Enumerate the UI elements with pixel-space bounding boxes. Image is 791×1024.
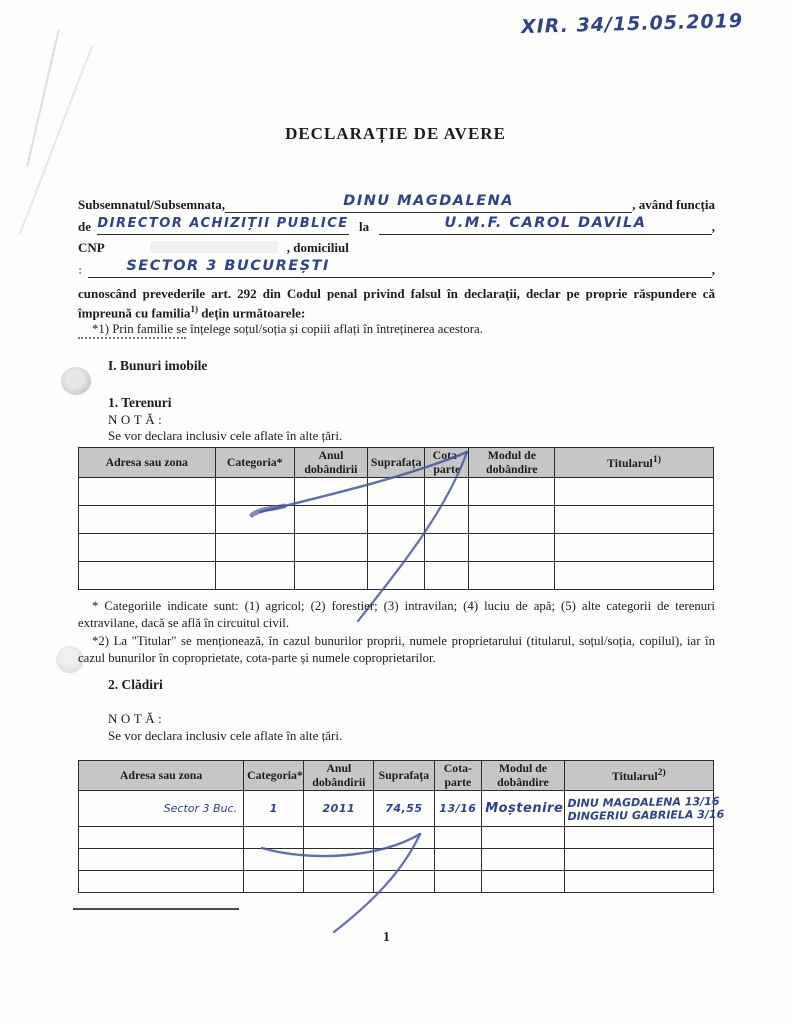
name-field	[225, 194, 632, 213]
oath-footnote-ref: 1)	[190, 304, 198, 315]
terenuri-table	[78, 447, 714, 590]
handwritten-institutia: U.M.F. CAROL DAVILA	[444, 215, 647, 231]
line-functia	[78, 216, 715, 235]
table-row	[79, 827, 714, 849]
de-label: de	[78, 219, 91, 234]
institutia-field	[379, 216, 712, 235]
cell-adresa: Sector 3 Buc.	[79, 791, 244, 827]
col-suprafata: Suprafața	[374, 761, 434, 791]
col-anul: Anul dobândirii	[304, 761, 374, 791]
section-bunuri-imobile: I. Bunuri imobile	[108, 358, 208, 373]
col-categoria: Categoria*	[244, 761, 304, 791]
table-row	[79, 478, 714, 506]
oath-text: cunoscând prevederile art. 292 din Codul penal privind falsul în declarații, declar pe proprie răspundere că împreună cu familia	[78, 286, 715, 321]
subsemnatul-label: Subsemnatul/Subsemnata,	[78, 197, 226, 212]
table-row	[79, 506, 714, 534]
nota-label: NOTĂ:	[108, 711, 166, 726]
family-footnote: *1) Prin familie se înțelege soțul/soția și copiii aflați în întreținerea acestora.	[92, 322, 483, 336]
subsection-cladiri: 2. Clădiri	[108, 677, 163, 692]
nota-text: Se vor declara inclusiv cele aflate în alte țări.	[108, 728, 343, 743]
stray-colon-artifact: :	[78, 262, 83, 277]
cnp-label: CNP	[78, 240, 105, 255]
page-number: 1	[383, 929, 390, 944]
table-notes	[78, 598, 715, 668]
trailing-comma: ,	[711, 262, 715, 277]
cell-modul: Moștenire	[482, 791, 565, 827]
line-cnp	[78, 240, 715, 256]
cladiri-table	[78, 760, 725, 893]
titular-footnote-ref: 1)	[652, 454, 662, 466]
declarant-intro-block	[78, 194, 715, 339]
col-adresa: Adresa sau zona	[79, 448, 216, 478]
cell-suprafata: 74,55	[374, 791, 434, 827]
titular-line-2: DINGERIU GABRIELA 3/16	[567, 807, 725, 823]
titular-note: *2) La "Titular" se menționează, în cazul bunurilor proprii, numele proprietarului (titularul, soțul/soția, copilul), iar în cazul bunurilor în coproprietate, cota-parte și numele coproprietarilor.	[78, 634, 715, 666]
cell-cota: 13/16	[434, 791, 482, 827]
categories-note: * Categoriile indicate sunt: (1) agricol; (2) forestier; (3) intravilan; (4) luciu de apă; (5) alte categorii de terenuri extravilane, dacă se află în circuitul civil.	[78, 599, 715, 631]
cladiri-header-row	[79, 761, 714, 791]
nota-text: Se vor declara inclusiv cele aflate în alte țări.	[108, 428, 343, 443]
col-modul: Modul de dobândire	[482, 761, 565, 791]
handwritten-domiciliul: SECTOR 3 BUCUREȘTI	[126, 258, 330, 274]
domiciliul-label: , domiciliul	[286, 240, 349, 255]
oath-text-end: dețin următoarele:	[197, 305, 306, 321]
la-label: la	[359, 219, 370, 234]
handwritten-registration-number: XIR. 34/15.05.2019	[520, 9, 744, 39]
trailing-comma: ,	[711, 219, 715, 234]
domiciliul-field	[88, 259, 711, 278]
col-modul: Modul de dobândire	[469, 448, 555, 478]
handwritten-name: DINU MAGDALENA	[343, 193, 514, 209]
col-cota: Cota- parte	[434, 761, 482, 791]
table-row	[79, 849, 714, 871]
line-domiciliul	[78, 259, 715, 278]
terenuri-header-row	[79, 448, 714, 478]
oath-paragraph	[78, 285, 715, 323]
cell-anul: 2011	[304, 791, 374, 827]
cladiri-data-row	[79, 791, 714, 827]
avand-functia-label: , având funcția	[632, 197, 715, 212]
page-title: DECLARAȚIE DE AVERE	[285, 124, 506, 143]
col-categoria: Categoria*	[215, 448, 294, 478]
col-titular: Titularul$^{1)}$	[555, 448, 714, 478]
functia-field	[97, 216, 349, 235]
titular-footnote-ref: 2)	[657, 767, 666, 779]
nota-label: NOTĂ:	[108, 412, 166, 427]
signature-line-fragment	[73, 908, 239, 910]
table-row	[79, 871, 714, 893]
line-subsemnatul	[78, 194, 715, 213]
subsection-terenuri: 1. Terenuri	[108, 395, 172, 410]
col-anul: Anul dobândirii	[294, 448, 367, 478]
hole-punch-mark	[61, 367, 91, 395]
titular-line-1: DINU MAGDALENA 13/16	[567, 794, 720, 810]
col-titular: Titularul$^{2)}$	[564, 761, 713, 791]
table-row	[79, 562, 714, 590]
col-cota: Cota- parte	[425, 448, 469, 478]
cell-titular	[564, 790, 725, 828]
col-adresa: Adresa sau zona	[79, 761, 244, 791]
cell-categoria: 1	[244, 791, 304, 827]
table-row	[79, 534, 714, 562]
col-suprafata: Suprafața	[367, 448, 424, 478]
handwritten-functia: DIRECTOR ACHIZIȚII PUBLICE	[97, 216, 349, 231]
